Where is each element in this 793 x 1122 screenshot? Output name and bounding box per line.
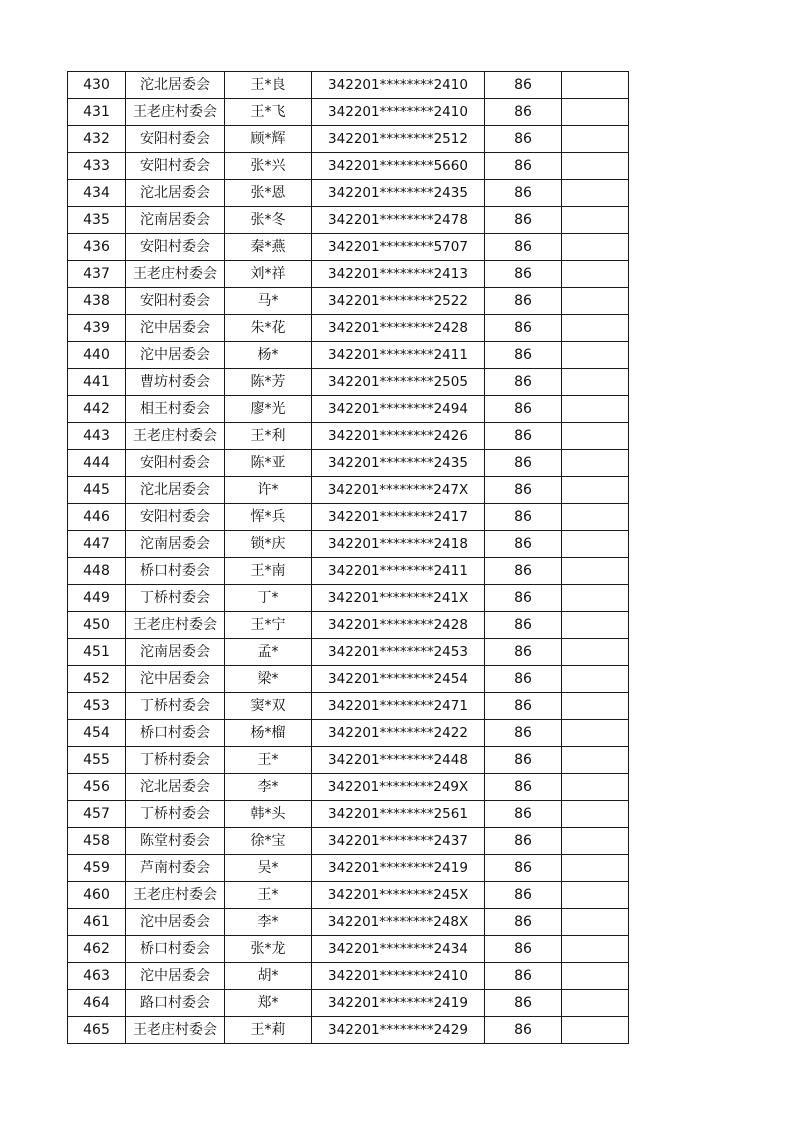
id-number-cell: 342201********2411 bbox=[312, 558, 485, 585]
remark-cell bbox=[562, 909, 629, 936]
committee-cell: 沱北居委会 bbox=[126, 72, 225, 99]
id-number-cell: 342201********245X bbox=[312, 882, 485, 909]
id-number-cell: 342201********241X bbox=[312, 585, 485, 612]
remark-cell bbox=[562, 558, 629, 585]
person-name-cell: 郑* bbox=[225, 990, 312, 1017]
id-number-cell: 342201********2561 bbox=[312, 801, 485, 828]
table-row bbox=[68, 72, 629, 99]
table-row bbox=[68, 423, 629, 450]
score-cell: 86 bbox=[485, 963, 562, 990]
table-row bbox=[68, 612, 629, 639]
id-number-cell: 342201********2413 bbox=[312, 261, 485, 288]
person-name-cell: 王*宁 bbox=[225, 612, 312, 639]
id-number-cell: 342201********2434 bbox=[312, 936, 485, 963]
row-number-cell: 459 bbox=[68, 855, 126, 882]
committee-cell: 王老庄村委会 bbox=[126, 99, 225, 126]
remark-cell bbox=[562, 450, 629, 477]
remark-cell bbox=[562, 1017, 629, 1044]
score-cell: 86 bbox=[485, 882, 562, 909]
person-name-cell: 李* bbox=[225, 909, 312, 936]
committee-cell: 王老庄村委会 bbox=[126, 423, 225, 450]
score-cell: 86 bbox=[485, 801, 562, 828]
table-row bbox=[68, 585, 629, 612]
person-name-cell: 朱*花 bbox=[225, 315, 312, 342]
row-number-cell: 450 bbox=[68, 612, 126, 639]
row-number-cell: 447 bbox=[68, 531, 126, 558]
committee-cell: 路口村委会 bbox=[126, 990, 225, 1017]
row-number-cell: 458 bbox=[68, 828, 126, 855]
person-name-cell: 马* bbox=[225, 288, 312, 315]
remark-cell bbox=[562, 612, 629, 639]
remark-cell bbox=[562, 342, 629, 369]
committee-cell: 丁桥村委会 bbox=[126, 585, 225, 612]
person-name-cell: 锁*庆 bbox=[225, 531, 312, 558]
id-number-cell: 342201********2426 bbox=[312, 423, 485, 450]
score-cell: 86 bbox=[485, 774, 562, 801]
id-number-cell: 342201********2478 bbox=[312, 207, 485, 234]
committee-cell: 王老庄村委会 bbox=[126, 612, 225, 639]
remark-cell bbox=[562, 315, 629, 342]
person-name-cell: 窦*双 bbox=[225, 693, 312, 720]
score-cell: 86 bbox=[485, 423, 562, 450]
id-number-cell: 342201********2522 bbox=[312, 288, 485, 315]
row-number-cell: 461 bbox=[68, 909, 126, 936]
table-row bbox=[68, 531, 629, 558]
remark-cell bbox=[562, 693, 629, 720]
table-row bbox=[68, 1017, 629, 1044]
score-cell: 86 bbox=[485, 153, 562, 180]
committee-cell: 沱北居委会 bbox=[126, 774, 225, 801]
person-name-cell: 韩*头 bbox=[225, 801, 312, 828]
row-number-cell: 439 bbox=[68, 315, 126, 342]
remark-cell bbox=[562, 936, 629, 963]
row-number-cell: 465 bbox=[68, 1017, 126, 1044]
table-row bbox=[68, 774, 629, 801]
remark-cell bbox=[562, 747, 629, 774]
row-number-cell: 442 bbox=[68, 396, 126, 423]
row-number-cell: 457 bbox=[68, 801, 126, 828]
table-row bbox=[68, 261, 629, 288]
person-name-cell: 王* bbox=[225, 882, 312, 909]
committee-cell: 沱中居委会 bbox=[126, 963, 225, 990]
row-number-cell: 444 bbox=[68, 450, 126, 477]
id-number-cell: 342201********2419 bbox=[312, 990, 485, 1017]
remark-cell bbox=[562, 990, 629, 1017]
remark-cell bbox=[562, 801, 629, 828]
score-cell: 86 bbox=[485, 126, 562, 153]
table-row bbox=[68, 369, 629, 396]
score-cell: 86 bbox=[485, 477, 562, 504]
person-name-cell: 梁* bbox=[225, 666, 312, 693]
table-row bbox=[68, 126, 629, 153]
person-name-cell: 廖*光 bbox=[225, 396, 312, 423]
table-row bbox=[68, 747, 629, 774]
person-name-cell: 胡* bbox=[225, 963, 312, 990]
remark-cell bbox=[562, 153, 629, 180]
id-number-cell: 342201********5660 bbox=[312, 153, 485, 180]
remark-cell bbox=[562, 180, 629, 207]
remark-cell bbox=[562, 720, 629, 747]
row-number-cell: 448 bbox=[68, 558, 126, 585]
person-name-cell: 张*冬 bbox=[225, 207, 312, 234]
row-number-cell: 464 bbox=[68, 990, 126, 1017]
committee-cell: 桥口村委会 bbox=[126, 936, 225, 963]
table-row bbox=[68, 666, 629, 693]
id-number-cell: 342201********5707 bbox=[312, 234, 485, 261]
table-body bbox=[68, 72, 629, 1044]
id-number-cell: 342201********247X bbox=[312, 477, 485, 504]
id-number-cell: 342201********249X bbox=[312, 774, 485, 801]
remark-cell bbox=[562, 963, 629, 990]
score-cell: 86 bbox=[485, 990, 562, 1017]
score-cell: 86 bbox=[485, 936, 562, 963]
id-number-cell: 342201********2422 bbox=[312, 720, 485, 747]
table-row bbox=[68, 828, 629, 855]
person-name-cell: 刘*祥 bbox=[225, 261, 312, 288]
committee-cell: 丁桥村委会 bbox=[126, 747, 225, 774]
score-cell: 86 bbox=[485, 909, 562, 936]
table-row bbox=[68, 315, 629, 342]
table-row bbox=[68, 153, 629, 180]
table-row bbox=[68, 342, 629, 369]
id-number-cell: 342201********2454 bbox=[312, 666, 485, 693]
remark-cell bbox=[562, 72, 629, 99]
committee-cell: 芦南村委会 bbox=[126, 855, 225, 882]
committee-cell: 沱南居委会 bbox=[126, 531, 225, 558]
committee-cell: 王老庄村委会 bbox=[126, 882, 225, 909]
score-cell: 86 bbox=[485, 828, 562, 855]
row-number-cell: 435 bbox=[68, 207, 126, 234]
person-name-cell: 张*恩 bbox=[225, 180, 312, 207]
score-cell: 86 bbox=[485, 720, 562, 747]
committee-cell: 沱南居委会 bbox=[126, 639, 225, 666]
id-number-cell: 342201********2437 bbox=[312, 828, 485, 855]
table-row bbox=[68, 882, 629, 909]
score-cell: 86 bbox=[485, 342, 562, 369]
table-row bbox=[68, 234, 629, 261]
row-number-cell: 463 bbox=[68, 963, 126, 990]
committee-cell: 王老庄村委会 bbox=[126, 261, 225, 288]
committee-cell: 安阳村委会 bbox=[126, 450, 225, 477]
id-number-cell: 342201********2505 bbox=[312, 369, 485, 396]
remark-cell bbox=[562, 639, 629, 666]
id-number-cell: 342201********2411 bbox=[312, 342, 485, 369]
remark-cell bbox=[562, 774, 629, 801]
id-number-cell: 342201********2410 bbox=[312, 99, 485, 126]
id-number-cell: 342201********2418 bbox=[312, 531, 485, 558]
table-row bbox=[68, 99, 629, 126]
remark-cell bbox=[562, 882, 629, 909]
person-name-cell: 许* bbox=[225, 477, 312, 504]
row-number-cell: 454 bbox=[68, 720, 126, 747]
id-number-cell: 342201********2428 bbox=[312, 612, 485, 639]
score-cell: 86 bbox=[485, 558, 562, 585]
remark-cell bbox=[562, 288, 629, 315]
score-cell: 86 bbox=[485, 396, 562, 423]
table-row bbox=[68, 720, 629, 747]
remark-cell bbox=[562, 828, 629, 855]
remark-cell bbox=[562, 531, 629, 558]
score-cell: 86 bbox=[485, 747, 562, 774]
person-name-cell: 张*龙 bbox=[225, 936, 312, 963]
row-number-cell: 430 bbox=[68, 72, 126, 99]
id-number-cell: 342201********2417 bbox=[312, 504, 485, 531]
person-name-cell: 王*良 bbox=[225, 72, 312, 99]
committee-cell: 相王村委会 bbox=[126, 396, 225, 423]
score-cell: 86 bbox=[485, 693, 562, 720]
score-cell: 86 bbox=[485, 234, 562, 261]
score-cell: 86 bbox=[485, 180, 562, 207]
id-number-cell: 342201********2419 bbox=[312, 855, 485, 882]
score-cell: 86 bbox=[485, 855, 562, 882]
person-name-cell: 陈*芳 bbox=[225, 369, 312, 396]
remark-cell bbox=[562, 855, 629, 882]
score-cell: 86 bbox=[485, 504, 562, 531]
id-number-cell: 342201********2435 bbox=[312, 180, 485, 207]
table-row bbox=[68, 963, 629, 990]
remark-cell bbox=[562, 504, 629, 531]
id-number-cell: 342201********2512 bbox=[312, 126, 485, 153]
table-row bbox=[68, 450, 629, 477]
score-cell: 86 bbox=[485, 666, 562, 693]
person-name-cell: 丁* bbox=[225, 585, 312, 612]
score-cell: 86 bbox=[485, 585, 562, 612]
row-number-cell: 451 bbox=[68, 639, 126, 666]
score-cell: 86 bbox=[485, 369, 562, 396]
row-number-cell: 431 bbox=[68, 99, 126, 126]
id-number-cell: 342201********2410 bbox=[312, 72, 485, 99]
id-number-cell: 342201********2471 bbox=[312, 693, 485, 720]
roster-table bbox=[67, 71, 629, 1044]
row-number-cell: 460 bbox=[68, 882, 126, 909]
person-name-cell: 张*兴 bbox=[225, 153, 312, 180]
committee-cell: 沱北居委会 bbox=[126, 180, 225, 207]
row-number-cell: 455 bbox=[68, 747, 126, 774]
row-number-cell: 441 bbox=[68, 369, 126, 396]
id-number-cell: 342201********2494 bbox=[312, 396, 485, 423]
table-row bbox=[68, 558, 629, 585]
person-name-cell: 王*莉 bbox=[225, 1017, 312, 1044]
committee-cell: 沱中居委会 bbox=[126, 315, 225, 342]
remark-cell bbox=[562, 423, 629, 450]
score-cell: 86 bbox=[485, 72, 562, 99]
committee-cell: 安阳村委会 bbox=[126, 504, 225, 531]
score-cell: 86 bbox=[485, 612, 562, 639]
person-name-cell: 陈*亚 bbox=[225, 450, 312, 477]
id-number-cell: 342201********248X bbox=[312, 909, 485, 936]
score-cell: 86 bbox=[485, 261, 562, 288]
table-row bbox=[68, 207, 629, 234]
table-row bbox=[68, 693, 629, 720]
table-row bbox=[68, 396, 629, 423]
table-row bbox=[68, 936, 629, 963]
person-name-cell: 顾*辉 bbox=[225, 126, 312, 153]
score-cell: 86 bbox=[485, 99, 562, 126]
remark-cell bbox=[562, 126, 629, 153]
row-number-cell: 462 bbox=[68, 936, 126, 963]
row-number-cell: 443 bbox=[68, 423, 126, 450]
remark-cell bbox=[562, 585, 629, 612]
committee-cell: 安阳村委会 bbox=[126, 153, 225, 180]
id-number-cell: 342201********2448 bbox=[312, 747, 485, 774]
committee-cell: 丁桥村委会 bbox=[126, 801, 225, 828]
score-cell: 86 bbox=[485, 315, 562, 342]
row-number-cell: 433 bbox=[68, 153, 126, 180]
row-number-cell: 438 bbox=[68, 288, 126, 315]
row-number-cell: 449 bbox=[68, 585, 126, 612]
remark-cell bbox=[562, 207, 629, 234]
table-row bbox=[68, 990, 629, 1017]
row-number-cell: 437 bbox=[68, 261, 126, 288]
committee-cell: 曹坊村委会 bbox=[126, 369, 225, 396]
remark-cell bbox=[562, 666, 629, 693]
row-number-cell: 445 bbox=[68, 477, 126, 504]
person-name-cell: 孟* bbox=[225, 639, 312, 666]
row-number-cell: 434 bbox=[68, 180, 126, 207]
row-number-cell: 440 bbox=[68, 342, 126, 369]
score-cell: 86 bbox=[485, 450, 562, 477]
id-number-cell: 342201********2435 bbox=[312, 450, 485, 477]
person-name-cell: 秦*燕 bbox=[225, 234, 312, 261]
id-number-cell: 342201********2410 bbox=[312, 963, 485, 990]
row-number-cell: 453 bbox=[68, 693, 126, 720]
person-name-cell: 王*利 bbox=[225, 423, 312, 450]
score-cell: 86 bbox=[485, 531, 562, 558]
committee-cell: 桥口村委会 bbox=[126, 720, 225, 747]
remark-cell bbox=[562, 234, 629, 261]
committee-cell: 沱中居委会 bbox=[126, 342, 225, 369]
committee-cell: 桥口村委会 bbox=[126, 558, 225, 585]
table-row bbox=[68, 180, 629, 207]
score-cell: 86 bbox=[485, 1017, 562, 1044]
person-name-cell: 王* bbox=[225, 747, 312, 774]
committee-cell: 王老庄村委会 bbox=[126, 1017, 225, 1044]
remark-cell bbox=[562, 396, 629, 423]
remark-cell bbox=[562, 99, 629, 126]
committee-cell: 沱南居委会 bbox=[126, 207, 225, 234]
id-number-cell: 342201********2429 bbox=[312, 1017, 485, 1044]
score-cell: 86 bbox=[485, 288, 562, 315]
score-cell: 86 bbox=[485, 639, 562, 666]
committee-cell: 沱中居委会 bbox=[126, 666, 225, 693]
committee-cell: 安阳村委会 bbox=[126, 126, 225, 153]
person-name-cell: 杨* bbox=[225, 342, 312, 369]
committee-cell: 陈堂村委会 bbox=[126, 828, 225, 855]
person-name-cell: 杨*榴 bbox=[225, 720, 312, 747]
row-number-cell: 446 bbox=[68, 504, 126, 531]
row-number-cell: 436 bbox=[68, 234, 126, 261]
row-number-cell: 456 bbox=[68, 774, 126, 801]
committee-cell: 沱中居委会 bbox=[126, 909, 225, 936]
id-number-cell: 342201********2428 bbox=[312, 315, 485, 342]
person-name-cell: 徐*宝 bbox=[225, 828, 312, 855]
table-row bbox=[68, 909, 629, 936]
table-row bbox=[68, 504, 629, 531]
table-row bbox=[68, 855, 629, 882]
person-name-cell: 李* bbox=[225, 774, 312, 801]
person-name-cell: 王*南 bbox=[225, 558, 312, 585]
committee-cell: 安阳村委会 bbox=[126, 288, 225, 315]
table-row bbox=[68, 477, 629, 504]
table-row bbox=[68, 801, 629, 828]
person-name-cell: 吴* bbox=[225, 855, 312, 882]
table-row bbox=[68, 288, 629, 315]
committee-cell: 沱北居委会 bbox=[126, 477, 225, 504]
committee-cell: 安阳村委会 bbox=[126, 234, 225, 261]
person-name-cell: 王*飞 bbox=[225, 99, 312, 126]
person-name-cell: 恽*兵 bbox=[225, 504, 312, 531]
row-number-cell: 432 bbox=[68, 126, 126, 153]
table-row bbox=[68, 639, 629, 666]
remark-cell bbox=[562, 261, 629, 288]
remark-cell bbox=[562, 369, 629, 396]
remark-cell bbox=[562, 477, 629, 504]
score-cell: 86 bbox=[485, 207, 562, 234]
document-page bbox=[67, 71, 628, 1044]
row-number-cell: 452 bbox=[68, 666, 126, 693]
id-number-cell: 342201********2453 bbox=[312, 639, 485, 666]
committee-cell: 丁桥村委会 bbox=[126, 693, 225, 720]
